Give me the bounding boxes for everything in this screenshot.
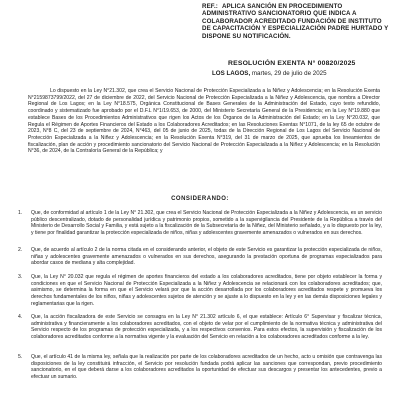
clause-text: Que, de acuerdo al artículo 2 de la norma citada en el considerando anterior, el objeto de este Servicio es garantizar la protección especializada de niños, niñas y adolescentes gravemente amenazados o vulnerados en sus derechos, asegurando la prestación oportuna de programas especializados para abordar casos de mediana y alta complejidad.: [31, 247, 382, 267]
resolution-date: martes, 29 de julio de 2025: [251, 70, 327, 77]
reference-block: [202, 3, 392, 40]
resolution-place-date: [212, 70, 327, 77]
vistos-paragraph: Lo dispuesto en la Ley N°21.302, que crea el Servicio Nacional de Protección Especializada a la Niñez y Adolescencia; en la Resolución Exenta N°2159873799/2022, del 27 de diciembre de 2022, del Servicio Nacional de Protección Especializada a la Niñez y Adolescencia, que nombra a Director Regional de Los Lagos; en la Ley N°18.575, Orgánica Constitucional de Bases Generales de la Administración del Estado, cuyo texto refundido, coordinado y sistematizado fue aprobado por el D.F.L N°1/19.653, de 2000, del Ministerio Secretaría General de la Presidencia; en la Ley N°19.880 que establece Bases de los Procedimientos Administrativos que rigen los Actos de los Órganos de la Administración del Estado; en la Ley N°20.032, que Regula el Régimen de Aportes Financieros del Estado a los Colaboradores Acreditados; en las Resoluciones Exentas N°1071, de la ley 65 de octubre de 2023, N°8 C, del 23 de septiembre de 2024, N°463, del 05 de junio de 2025, todas de la Dirección Regional de Los Lagos del Servicio Nacional de Protección Especializada a la Niñez y Adolescencia; en la Resolución Exenta N°319, del 31 de marzo de 2025, que aprueba los lineamientos de fiscalización, plan de acción y procedimiento sancionatorio del Servicio Nacional de Protección Especializada a la Niñez y Adolescencia; en la Resolución N°36, de 2024, de la Contraloría General de la República; y: [28, 88, 380, 155]
reference-label: REF.:: [202, 3, 218, 10]
government-logo: [28, 4, 108, 40]
reference-text: APLICA SANCIÓN EN PROCEDIMIENTO ADMINISTRATIVO SANCIONATORIO QUE INDICA A COLABORADOR ACREDITADO FUNDACIÓN DE INSTITUTO DE CAPACITACIÓN Y ESPECIALIZACIÓN PADRE HURTADO Y DISPONE SU NOTIFICACIÓN.: [202, 3, 389, 40]
clause-text: Que, el artículo 41 de la misma ley, señala que la realización por parte de los colaboradores acreditados de un hecho, acto u omisión que contravenga las disposiciones de la ley constituirá infracción, el Servicio por resolución fundada podrá aplicar las sanciones que correspondan, previo procedimiento sancionatorio, en el que deberá darse a los colaboradores acreditados la oportunidad de efectuar sus descargos y presentar los antecedentes, previo a efectuar un sumario.: [31, 354, 382, 381]
resolution-title: RESOLUCIÓN EXENTA N° 00820/2025: [228, 60, 356, 67]
considerando-heading: CONSIDERANDO:: [171, 196, 229, 202]
clause-number: 1.: [18, 210, 23, 216]
clause-number: 5.: [18, 354, 23, 360]
clause-number: 4.: [18, 314, 23, 320]
clause-number: 3.: [18, 274, 23, 280]
clause-number: 2.: [18, 247, 23, 253]
clause-text: Que, de conformidad al artículo 1 de la Ley N° 21.302, que crea el Servicio Nacional de Protección Especializada a la Niñez y Adolescencia, es un servicio público descentralizado, dotado de personalidad jurídica y patrimonio propios, sometido a la supervigilancia del Presidente de la República a través del Ministerio de Desarrollo Social y Familia, y está sujeto a la fiscalización de la Subsecretaría de la Niñez, del Ministerio señalado, y a lo dispuesto por la ley, y tiene por finalidad garantizar la protección especializada de niños, niñas y adolescentes gravemente amenazados o vulnerados en sus derechos.: [31, 210, 382, 237]
resolution-place: LOS LAGOS,: [212, 70, 251, 77]
clause-text: Que, la Ley N° 20.032 que regula el régimen de aportes financieros del estado a los colaboradores acreditados, tiene por objeto establecer la forma y condiciones en que el Servicio Nacional de Protección Especializada a la Niñez y Adolescencia se relacionará con los colaboradores acreditados; que, asimismo, se determina la forma en que el Servicio velará por que la acción desarrollada por los colaboradores acreditados respete y promueva los derechos fundamentales de los niños, niñas y adolescentes sujetos de atención y se ajuste a lo dispuesto en la ley y en las demás disposiciones legales y reglamentarias que la rigen.: [31, 274, 382, 307]
clause-text: Que, la acción fiscalizadora de este Servicio se consagra en la Ley N° 21.302 artículo 6, el que establece: Artículo 6° Supervisar y fiscalizar técnica, administrativa y financieramente a los colaboradores acreditados, con el objeto de velar por el cumplimiento de la normativa técnica y administrativa del Servicio respecto de los programas de protección especializada, y a los respectivos convenios. Para estos efectos, la supervisión y fiscalización de los colaboradores acreditados conforme a la normativa vigente y la evaluación del Servicio en relación a los colaboradores acreditados conforme a la ley.: [31, 314, 382, 341]
